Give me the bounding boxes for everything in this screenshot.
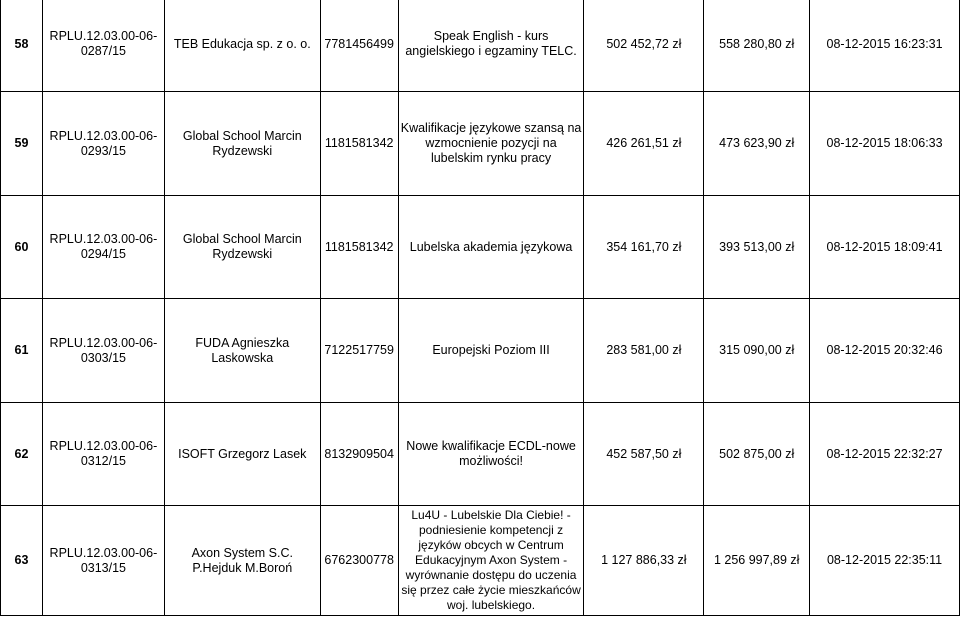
funding-amount: 426 261,51 zł xyxy=(584,92,704,196)
project-title: Europejski Poziom III xyxy=(398,299,584,403)
table-row xyxy=(1,299,960,403)
application-number: RPLU.12.03.00-06-0294/15 xyxy=(42,196,164,299)
table-row xyxy=(1,196,960,299)
beneficiary: FUDA Agnieszka Laskowska xyxy=(164,299,320,403)
row-number: 61 xyxy=(1,299,43,403)
project-title: Speak English - kurs angielskiego i egzaminy TELC. xyxy=(398,0,584,92)
nip: 7122517759 xyxy=(320,299,398,403)
application-number: RPLU.12.03.00-06-0313/15 xyxy=(42,506,164,616)
submission-date: 08-12-2015 18:09:41 xyxy=(810,196,960,299)
table-row xyxy=(1,0,960,92)
funding-amount: 354 161,70 zł xyxy=(584,196,704,299)
table-row xyxy=(1,506,960,616)
application-number: RPLU.12.03.00-06-0312/15 xyxy=(42,403,164,506)
row-number: 62 xyxy=(1,403,43,506)
submission-date: 08-12-2015 22:35:11 xyxy=(810,506,960,616)
total-value: 473 623,90 zł xyxy=(704,92,810,196)
row-number: 63 xyxy=(1,506,43,616)
application-number: RPLU.12.03.00-06-0287/15 xyxy=(42,0,164,92)
beneficiary: ISOFT Grzegorz Lasek xyxy=(164,403,320,506)
funding-amount: 452 587,50 zł xyxy=(584,403,704,506)
beneficiary: TEB Edukacja sp. z o. o. xyxy=(164,0,320,92)
project-title: Lu4U - Lubelskie Dla Ciebie! - podniesienie kompetencji z języków obcych w Centrum Edukacyjnym Axon System - wyrównanie dostępu do uczenia się przez całe życie mieszkańców woj. lubelskiego. xyxy=(398,506,584,616)
table-row xyxy=(1,92,960,196)
beneficiary: Global School Marcin Rydzewski xyxy=(164,92,320,196)
project-title: Lubelska akademia językowa xyxy=(398,196,584,299)
row-number: 60 xyxy=(1,196,43,299)
project-title: Nowe kwalifikacje ECDL-nowe możliwości! xyxy=(398,403,584,506)
funding-amount: 283 581,00 zł xyxy=(584,299,704,403)
nip: 6762300778 xyxy=(320,506,398,616)
nip: 1181581342 xyxy=(320,196,398,299)
row-number: 59 xyxy=(1,92,43,196)
beneficiary: Axon System S.C. P.Hejduk M.Boroń xyxy=(164,506,320,616)
table-row xyxy=(1,403,960,506)
nip: 7781456499 xyxy=(320,0,398,92)
funding-amount: 1 127 886,33 zł xyxy=(584,506,704,616)
project-title: Kwalifikacje językowe szansą na wzmocnienie pozycji na lubelskim rynku pracy xyxy=(398,92,584,196)
submission-date: 08-12-2015 18:06:33 xyxy=(810,92,960,196)
total-value: 502 875,00 zł xyxy=(704,403,810,506)
submission-date: 08-12-2015 20:32:46 xyxy=(810,299,960,403)
total-value: 558 280,80 zł xyxy=(704,0,810,92)
submission-date: 08-12-2015 22:32:27 xyxy=(810,403,960,506)
nip: 8132909504 xyxy=(320,403,398,506)
beneficiary: Global School Marcin Rydzewski xyxy=(164,196,320,299)
row-number: 58 xyxy=(1,0,43,92)
application-number: RPLU.12.03.00-06-0303/15 xyxy=(42,299,164,403)
application-number: RPLU.12.03.00-06-0293/15 xyxy=(42,92,164,196)
total-value: 393 513,00 zł xyxy=(704,196,810,299)
nip: 1181581342 xyxy=(320,92,398,196)
total-value: 315 090,00 zł xyxy=(704,299,810,403)
total-value: 1 256 997,89 zł xyxy=(704,506,810,616)
funding-amount: 502 452,72 zł xyxy=(584,0,704,92)
submission-date: 08-12-2015 16:23:31 xyxy=(810,0,960,92)
